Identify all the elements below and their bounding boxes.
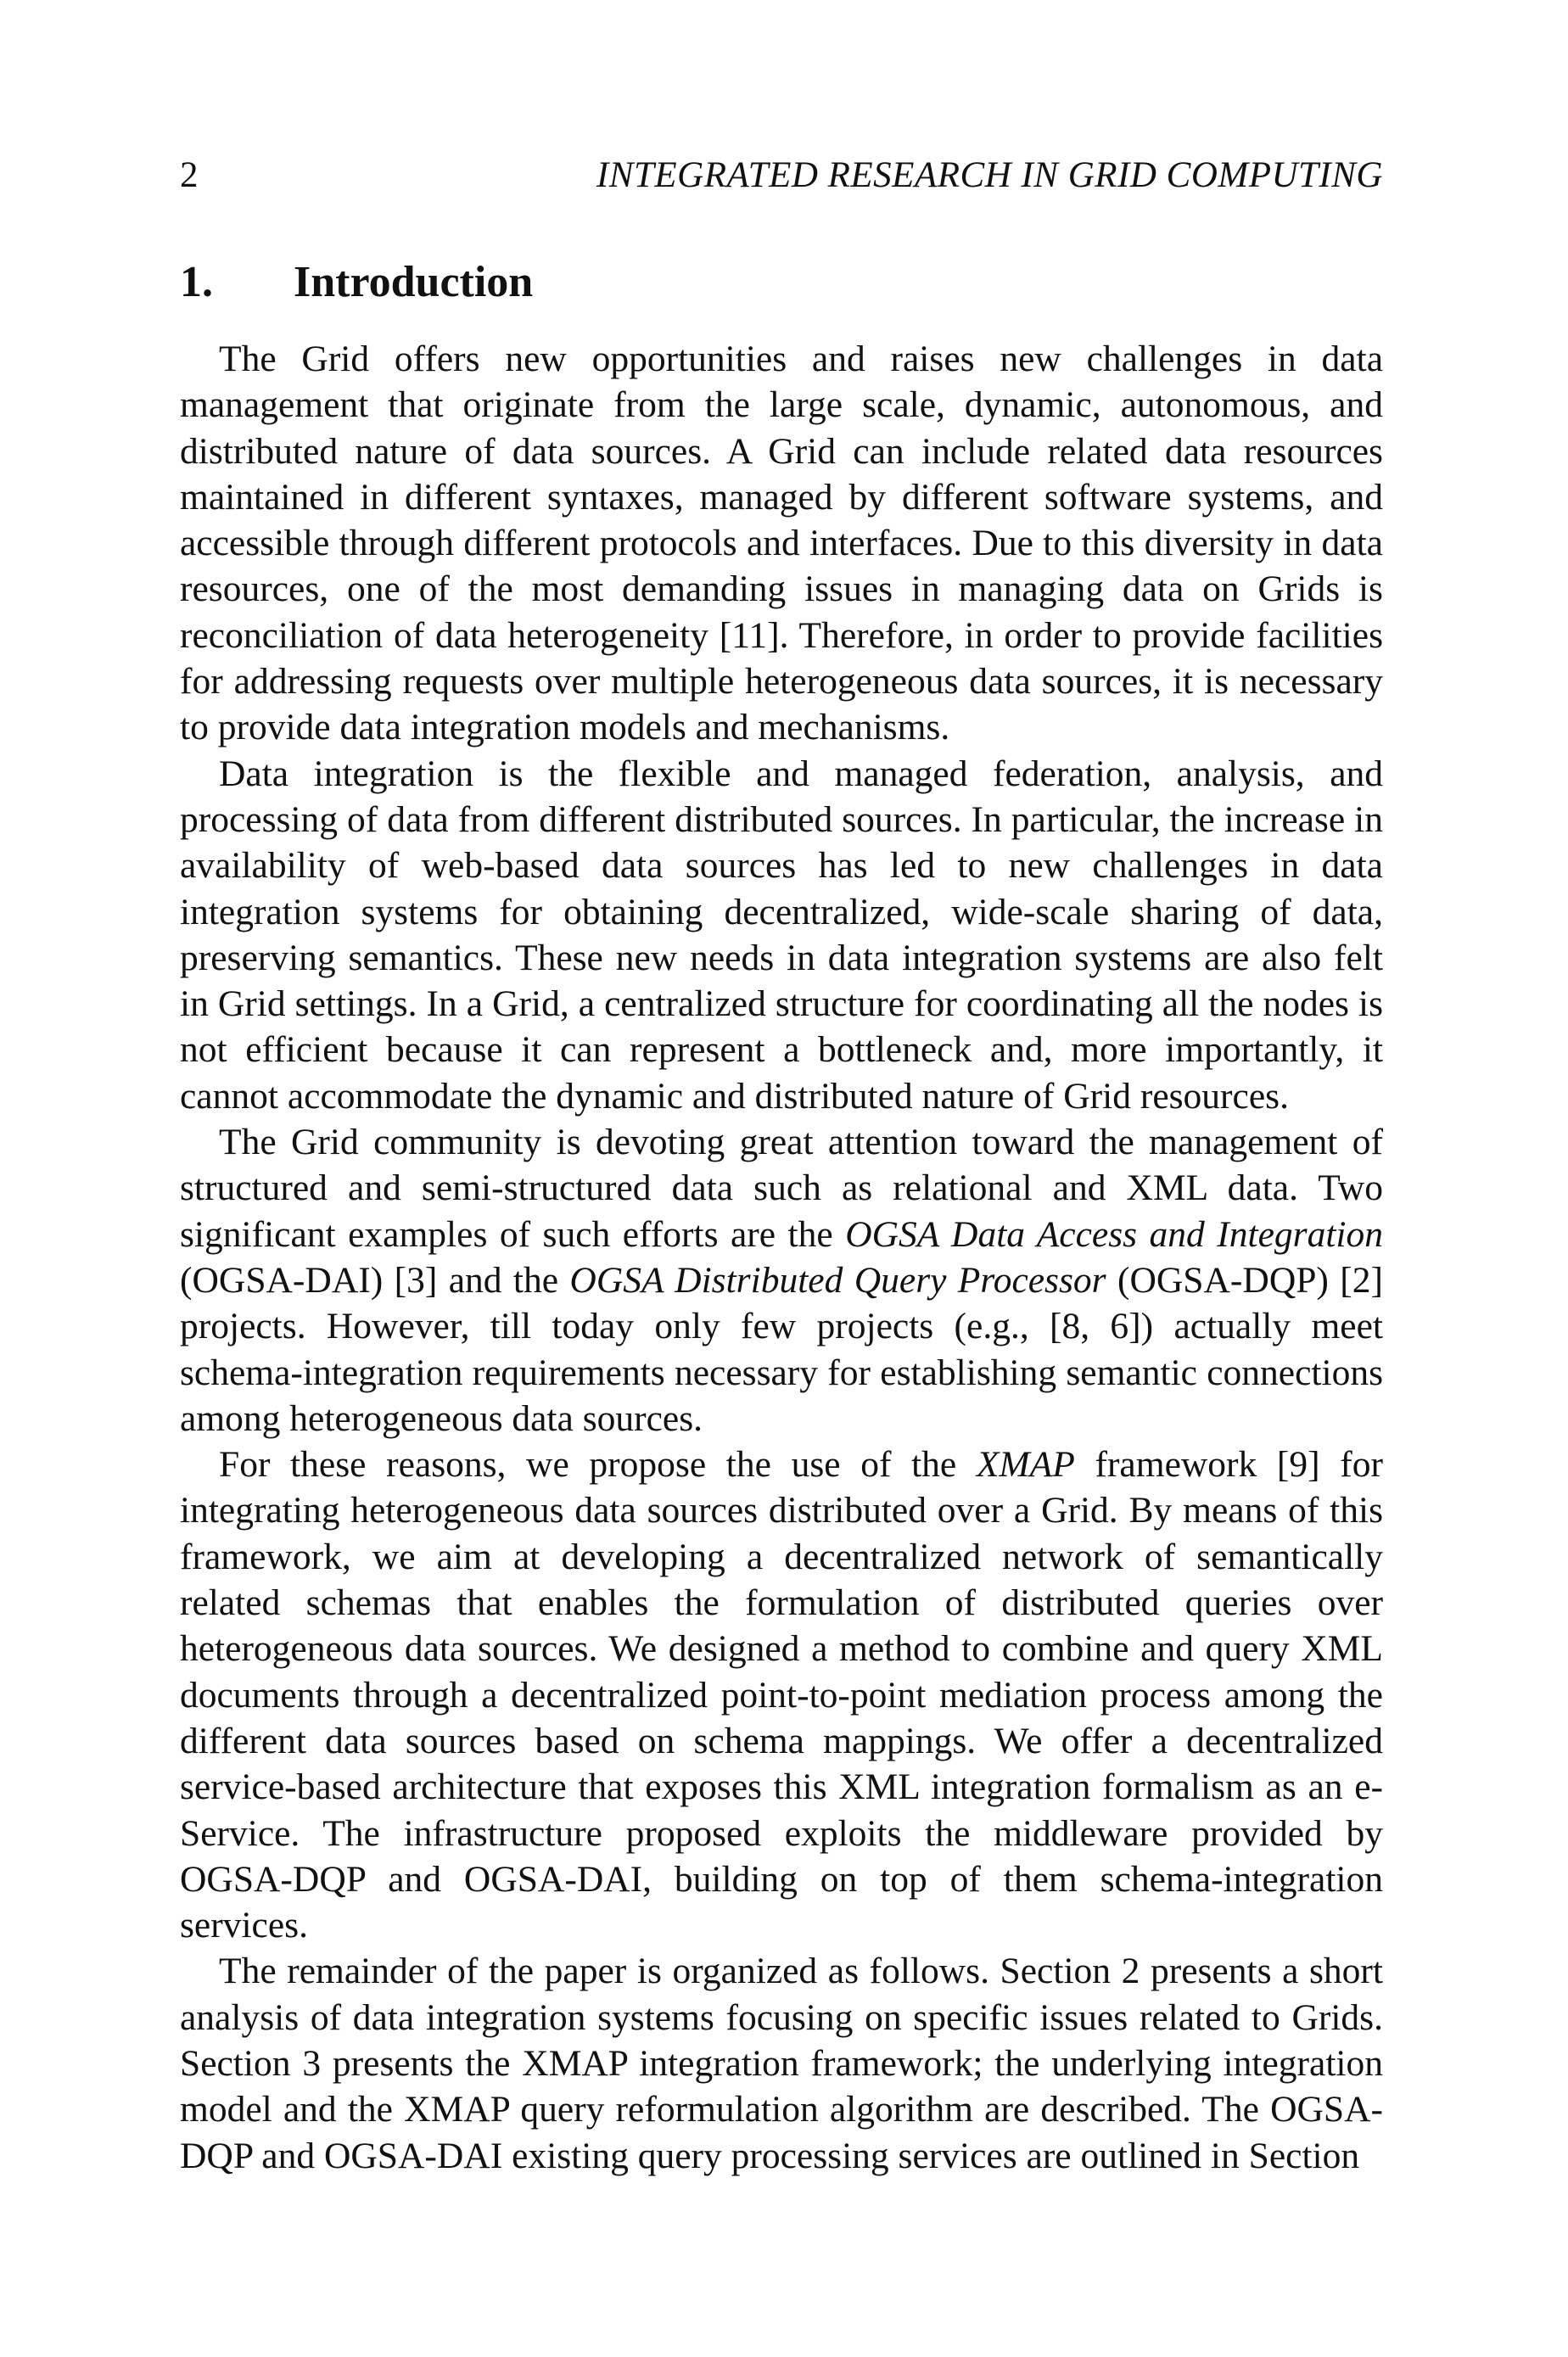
ogsa-dai-project-name: OGSA Data Access and Integration — [845, 1213, 1383, 1255]
paragraph-4-text-1: For these reasons, we propose the use of the — [219, 1444, 977, 1486]
paragraph-3 — [180, 1119, 1383, 1442]
section-title: Introduction — [294, 258, 534, 306]
page-number: 2 — [180, 155, 199, 195]
paragraph-3-text-2: (OGSA-DAI) [3] and the — [180, 1259, 570, 1301]
section-number: 1. — [180, 258, 213, 306]
xmap-framework-name: XMAP — [976, 1444, 1075, 1486]
paragraph-4-text-2: framework [9] for integrating heterogeneous data sources distributed over a Grid. By means of this framework, we aim at developing a decentralized network of semantically related schemas that enables the formulation of distributed queries over heterogeneous data sources. We designed a method to combine and query XML documents through a decentralized point-to-point mediation process among the different data sources based on schema mappings. We offer a decentralized service-based architecture that exposes this XML integration formalism as an e-Service. The infrastructure proposed exploits the middleware provided by OGSA-DQP and OGSA-DAI, building on top of them schema-integration services. — [180, 1444, 1383, 1946]
section-heading — [180, 253, 1383, 312]
paragraph-3-text-3: (OGSA-DQP) [2] projects. However, till today only few projects (e.g., [8, 6]) actually meet schema-integration requirements necessary for establishing semantic connections among heterogeneous data sources. — [180, 1259, 1384, 1439]
paragraph-1: The Grid offers new opportunities and raises new challenges in data management that originate from the large scale, dynamic, autonomous, and distributed nature of data sources. A Grid can include related data resources maintained in different syntaxes, managed by different software systems, and accessible through different protocols and interfaces. Due to this diversity in data resources, one of the most demanding issues in managing data on Grids is reconciliation of data heterogeneity [11]. Therefore, in order to provide facilities for addressing requests over multiple heterogeneous data sources, it is necessary to provide data integration models and mechanisms. — [180, 339, 1383, 748]
book-page — [180, 151, 1383, 2179]
paragraph-2: Data integration is the flexible and managed federation, analysis, and processing of data from different distributed sources. In particular, the increase in availability of web-based data sources has led to new challenges in data integration systems for obtaining decentralized, wide-scale sharing of data, preserving semantics. These new needs in data integration systems are also felt in Grid settings. In a Grid, a centralized structure for coordinating all the nodes is not efficient because it can represent a bottleneck and, more importantly, it cannot accommodate the dynamic and distributed nature of Grid resources. — [180, 753, 1383, 1117]
running-title: INTEGRATED RESEARCH IN GRID COMPUTING — [596, 155, 1383, 195]
paragraph-3-text-1: The Grid community is devoting great attention toward the management of structured and semi-structured data such as relational and XML data. Two significant examples of such efforts are the — [180, 1122, 1383, 1255]
paragraph-5: The remainder of the paper is organized as follows. Section 2 presents a short analysis of data integration systems focusing on specific issues related to Grids. Section 3 presents the XMAP integration framework; the underlying integration model and the XMAP query reformulation algorithm are described. The OGSA-DQP and OGSA-DAI existing query processing services are outlined in Section — [180, 1951, 1383, 2176]
ogsa-dqp-project-name: OGSA Distributed Query Processor — [569, 1259, 1106, 1301]
running-header — [180, 151, 1383, 200]
paragraph-4 — [180, 1442, 1383, 1948]
